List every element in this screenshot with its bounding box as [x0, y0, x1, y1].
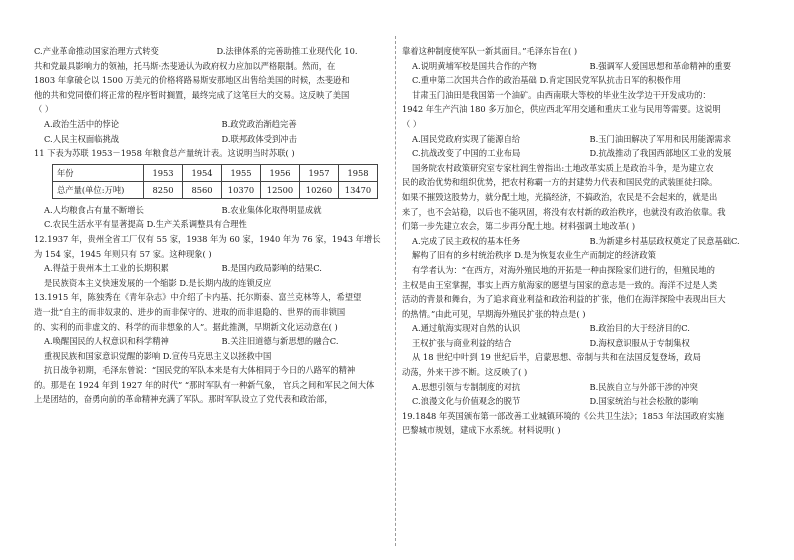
q15-stem-line-2: 1942 年生产汽油 180 多万加仑，供应西北军用交通和重庆工业与民用等需要。这说明 [402, 104, 721, 115]
table-year-cell: 1955 [222, 164, 261, 181]
q17-stem-line-3: 活动的背景和舞台，为了追求商业利益和政治利益的扩张，他们在海洋探险中表现出巨大 [402, 294, 726, 305]
q14-option-a: A.说明黄埔军校是国共合作的产物 [412, 60, 537, 71]
q15-option-c: C.抗战改变了中国的工业布局 [412, 148, 521, 159]
q13-options-cd: 重视民族和国家意识觉醒的影响 D.宣传马克思主义以拯救中国 [44, 350, 272, 361]
q16-stem-line-2: 民的政治优势和组织优势，把农村称霸一方的封建势力代表和国民党的武装匪徒扫除。 [402, 177, 718, 188]
q16-options-ab [402, 234, 767, 249]
q16-stem-line-1: 国务院农村政策研究室专家杜润生曾指出:土地改革实质上是政治斗争，是为建立农 [412, 162, 714, 173]
q15-option-d: D.抗战推动了我国西部地区工业的发展 [589, 148, 732, 159]
q16-stem-line-4: 来了，也不会站稳，以后也不能巩固，将没有农村新的政治秩序，也就没有政治依靠。我 [402, 206, 726, 217]
q9-option-d: D.法律体系的完善助推工业现代化 10. [216, 46, 358, 56]
q14-stem-line-2: 的。那是在 1924 年到 1927 年的时代” “那时军队有一种新气象， 官兵之间和军民之间大体 [34, 379, 375, 390]
q10-stem-line-2: 1803 年拿破仑以 1500 万美元的价格将路易斯安那地区出售给美国的时候，杰斐逊和 [34, 75, 350, 86]
table-year-cell: 1957 [300, 164, 339, 181]
table-value-row [53, 181, 378, 198]
q15-options-ab [402, 132, 767, 147]
q13-stem-line-1: 13.1915 年，陈独秀在《青年杂志》中介绍了卡内基、托尔斯泰、富兰克林等人，希望望 [34, 292, 362, 303]
q18-stem-line-2: 动荡，外来干涉不断。这反映了( ) [402, 367, 528, 378]
q13-stem-line-2: 造一批“自主的而非奴隶的、进步的而非保守的、进取的而非退隐的、世界的而非锁国 [34, 306, 346, 317]
q16-option-a: A.完成了民主政权的基本任务 [412, 235, 521, 246]
q18-option-a: A.思想引领与专制制度的对抗 [412, 381, 521, 392]
table-year-cell: 1954 [183, 164, 222, 181]
q18-options-cd [402, 394, 767, 409]
q14-option-b: B.强调军人爱国思想和革命精神的重要 [589, 60, 731, 71]
q18-options-ab [402, 380, 767, 395]
table-year-cell: 1956 [261, 164, 300, 181]
table-year-cell: 1958 [339, 164, 378, 181]
q12-options-cd: 是民族资本主义快速发展的一个缩影 D.是长期内战的连锁反应 [44, 277, 272, 288]
right-column [402, 44, 767, 438]
q18-option-d: D.国家统治与社会松散的影响 [589, 396, 699, 407]
q16-option-b: B.为新建乡村基层政权奠定了民意基础C. [589, 235, 740, 246]
q17-options-cd [402, 336, 767, 351]
q14-stem-line-1: 抗日战争初期，毛泽东曾说：“国民党的军队本来是有大体相同于今日的八路军的精神 [44, 365, 356, 376]
q10-option-c: C.人民主权面临挑战 [44, 133, 120, 144]
q13-stem-line-3: 的、实利的而非虚文的、科学的而非想象的人”。据此推测，早期新文化运动意在( ) [34, 321, 338, 332]
q18-option-c: C.浪漫文化与价值观念的脱节 [412, 396, 521, 407]
q18-stem-line-1: 从 18 世纪中叶到 19 世纪后半，启蒙思想、帝制与共和在法国反复登场，政局 [412, 352, 701, 363]
q11-option-a: A.人均粮食占有量不断增长 [44, 204, 144, 215]
q13-option-b: B.关注旧道德与新思想的融合C. [221, 336, 339, 347]
q18-option-b: B.民族自立与外部干涉的冲突 [589, 381, 698, 392]
q13-option-a: A.唤醒国民的人权意识和科学精神 [44, 336, 169, 347]
q15-option-b: B.玉门油田解决了军用和民用能源需求 [589, 133, 731, 144]
table-value-cell: 13470 [339, 181, 378, 198]
q14-stem-line-3: 上是团结的，奋勇向前的革命精神充满了军队。那时军队设立了党代表和政治部， [34, 394, 333, 405]
table-value-cell: 8250 [144, 181, 183, 198]
q17-stem-line-4: 的热情。”由此可见，早期海外殖民扩张的特点是( ) [402, 308, 586, 319]
q14-options-ab [402, 59, 767, 74]
q17-option-a: A.通过航海实现对自然的认识 [412, 323, 521, 334]
left-column [34, 44, 399, 407]
table-row-label: 总产量(单位:万吨) [53, 181, 144, 198]
table-value-cell: 8560 [183, 181, 222, 198]
q17-stem-line-2: 主权是由王室掌握，事实上西方航海家的愿望与国家的意志是一致的。海洋不过是人类 [402, 279, 718, 290]
q10-stem-line-3: 他的共和党同僚们将正常的程序暂时搁置，最终完成了这笔巨大的交易。这反映了美国 [34, 89, 350, 100]
q10-option-a: A.政治生活中的悖论 [44, 118, 120, 129]
q17-stem-line-1: 有学者认为：“在西方，对海外殖民地的开拓是一种由探险家们进行的，但殖民地的 [412, 264, 715, 275]
q12-option-b: B.是国内政局影响的结果C. [221, 263, 322, 274]
table-value-cell: 10370 [222, 181, 261, 198]
q13-options-ab [34, 334, 399, 349]
q10-blank: （ ） [34, 104, 54, 115]
grain-output-table [52, 164, 378, 199]
q11-stem: 11 下表为苏联 1953－1958 年粮食总产量统计表。这说明当时苏联( ) [34, 148, 295, 159]
q12-stem-line-1: 12.1937 年，贵州全省工厂仅有 55 家，1938 年为 60 家，1940 年为 76 家，1943 年增长 [34, 233, 381, 244]
q15-stem-line-1: 甘肃玉门油田是我国第一个油矿。由西南联大等校的毕业生汝学边干开发成功的： [412, 89, 711, 100]
q11-options-cd: C.农民生活水平有显著提高 D.生产关系调整具有合理性 [44, 219, 247, 230]
q15-blank: （ ） [402, 118, 422, 129]
q19-stem-line-1: 19.1848 年英国颁布第一部改善工业城镇环境的《公共卫生法》；1853 年法国政府实施 [402, 410, 725, 421]
table-header-label: 年份 [53, 164, 144, 181]
table-header-row [53, 164, 378, 181]
q9-option-c: C.产业革命推动国家治理方式转变 [34, 46, 159, 56]
q11-option-b: B.农业集体化取得明显成就 [221, 204, 322, 215]
q10-stem-line-1: 共和党最具影响力的领袖，托马斯·杰斐逊认为政府权力应加以严格限制。然而，在 [34, 60, 336, 71]
q19-stem-line-2: 巴黎城市规划，建成下水系统。材料说明( ) [402, 425, 561, 436]
q17-options-ab [402, 321, 767, 336]
q17-option-c: 王权扩张与商业利益的结合 [412, 337, 512, 348]
q10-option-b: B.政党政治渐趋完善 [221, 118, 297, 129]
q11-options-ab [34, 203, 399, 218]
q12-stem-line-2: 为 154 家，1945 年则只有 57 家。这种现象( ) [34, 248, 212, 259]
q14-stem-line-4: 靠着这种制度使军队一新其面目。”毛泽东旨在( ) [402, 46, 578, 56]
q15-option-a: A.国民党政府实现了能源自给 [412, 133, 521, 144]
q16-stem-line-5: 们第一步先建立农会，第二步再分配土地。材料强调土地改革( ) [402, 221, 636, 232]
q9-options-cd [34, 44, 399, 59]
q16-options-cd: 解构了旧有的乡村统治秩序 D.是为恢复农业生产而制定的经济政策 [412, 250, 656, 261]
q10-option-d: D.联邦政体受到冲击 [221, 133, 297, 144]
q12-option-a: A.得益于贵州本土工业的长期积累 [44, 263, 169, 274]
q10-options-cd [34, 132, 399, 147]
q10-options-ab [34, 117, 399, 132]
table-year-cell: 1953 [144, 164, 183, 181]
q17-option-d: D.海权意识服从于专制集权 [589, 337, 690, 348]
q12-options-ab [34, 261, 399, 276]
q14-options-cd: C.重申第二次国共合作的政治基础 D.肯定国民党军队抗击日军的积极作用 [412, 75, 682, 86]
table-value-cell: 10260 [300, 181, 339, 198]
q16-stem-line-3: 如果不摧毁这股势力，就分配土地，光搞经济，不搞政治，农民是不会起来的，就是出 [402, 191, 718, 202]
q15-options-cd [402, 146, 767, 161]
q17-option-b: B.政治目的大于经济目的C. [589, 323, 690, 334]
table-value-cell: 12500 [261, 181, 300, 198]
